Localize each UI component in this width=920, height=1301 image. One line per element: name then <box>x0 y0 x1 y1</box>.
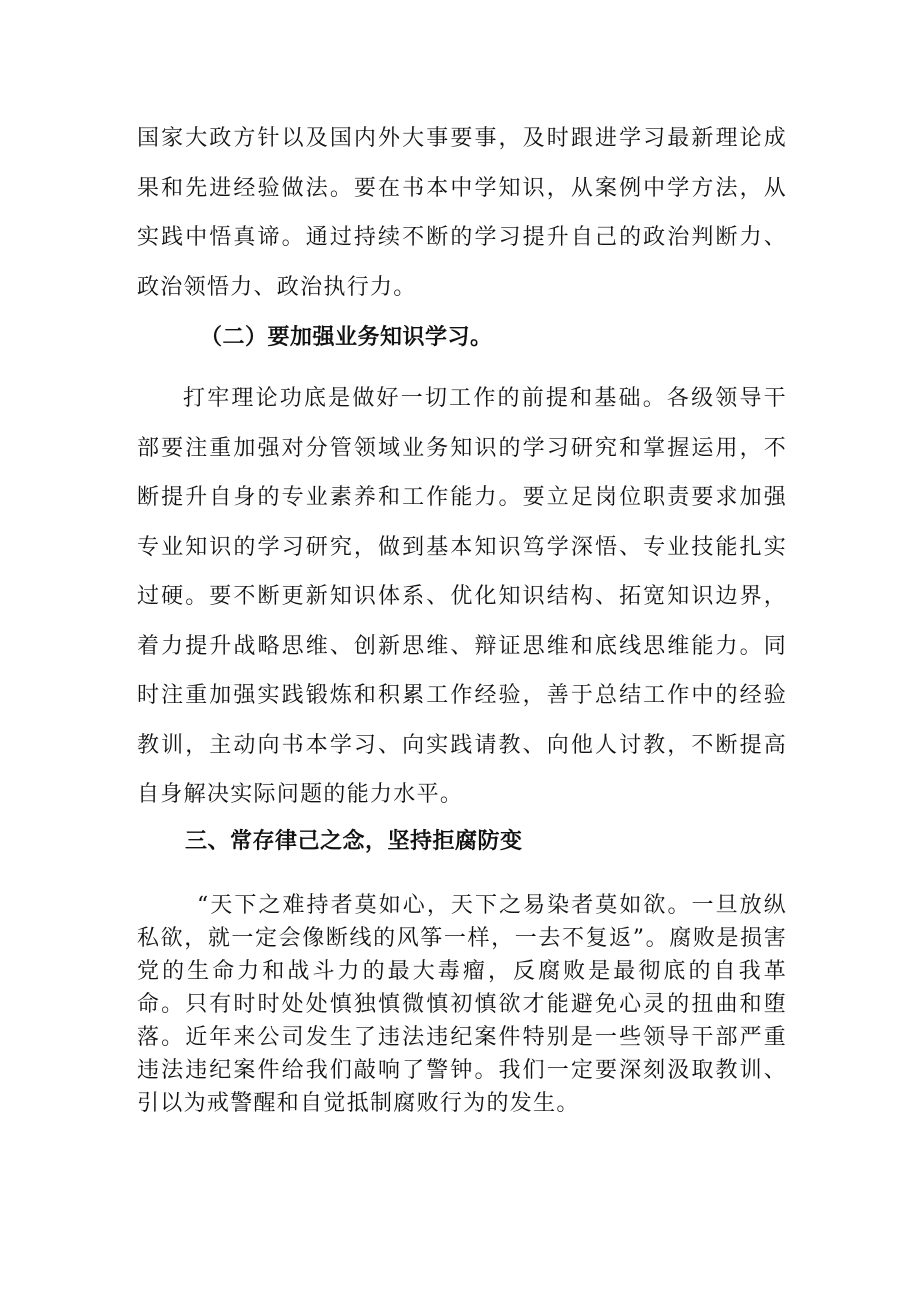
paragraph-anti-corruption: “天下之难持者莫如心，天下之易染者莫如欲。一旦放纵私欲，就一定会像断线的风筝一样，一去不复返”。腐败是损害党的生命力和战斗力的最大毒瘤，反腐败是最彻底的自我革命。只有时时处处慎独慎微慎初慎欲才能避免心灵的扭曲和堕落。近年来公司发生了违法违纪案件特别是一些领导干部严重违法违纪案件给我们敲响了警钟。我们一定要深刻汲取教训、引以为戒警醒和自觉抵制腐败行为的发生。 <box>137 893 787 1116</box>
section-heading-business-knowledge: （二）要加强业务知识学习。 <box>200 325 493 350</box>
section-heading-self-discipline: 三、常存律己之念，坚持拒腐防变 <box>185 829 523 854</box>
paragraph-business-knowledge: 打牢理论功底是做好一切工作的前提和基础。各级领导干部要注重加强对分管领域业务知识的学习研究和掌握运用，不断提升自身的专业素养和工作能力。要立足岗位职责要求加强专业知识的学习研究，做到基本知识笃学深悟、专业技能扎实过硬。要不断更新知识体系、优化知识结构、拓宽知识边界，着力提升战略思维、创新思维、辩证思维和底线思维能力。同时注重加强实践锻炼和积累工作经验，善于总结工作中的经验教训，主动向书本学习、向实践请教、向他人讨教，不断提高自身解决实际问题的能力水平。 <box>137 386 787 807</box>
paragraph-study-policy: 国家大政方针以及国内外大事要事，及时跟进学习最新理论成果和先进经验做法。要在书本中学知识，从案例中学方法，从实践中悟真谛。通过持续不断的学习提升自己的政治判断力、政治领悟力、政治执行力。 <box>137 126 787 300</box>
